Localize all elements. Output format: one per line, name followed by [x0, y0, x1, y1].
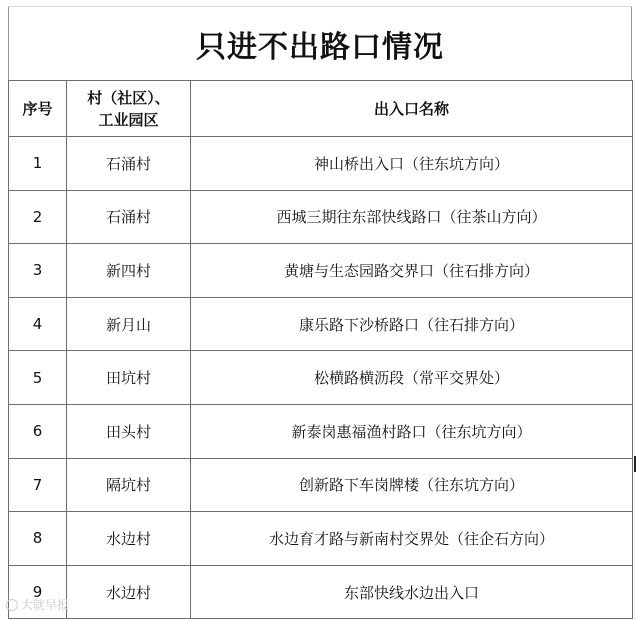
table-row [9, 351, 633, 405]
row-village: 田坑村 [67, 351, 191, 405]
table-row [9, 137, 633, 191]
document-sheet [8, 6, 632, 614]
intersection-table [8, 80, 633, 619]
row-index: 5 [9, 351, 67, 405]
text-cursor-icon [634, 456, 636, 472]
row-index: 1 [9, 137, 67, 191]
watermark-logo-icon [6, 599, 18, 611]
row-village: 石涌村 [67, 137, 191, 191]
header-village [67, 81, 191, 137]
header-village-line2: 工业园区 [98, 110, 159, 129]
row-village: 隔坑村 [67, 458, 191, 512]
row-entrance: 创新路下车岗牌楼（往东坑方向） [191, 458, 633, 512]
row-entrance: 松横路横沥段（常平交界处） [191, 351, 633, 405]
row-entrance: 神山桥出入口（往东坑方向） [191, 137, 633, 191]
row-entrance: 黄塘与生态园路交界口（往石排方向） [191, 244, 633, 298]
header-entrance: 出入口名称 [191, 81, 633, 137]
row-index: 2 [9, 190, 67, 244]
page-title: 只进不出路口情况 [196, 29, 444, 65]
table-row [9, 190, 633, 244]
header-index: 序号 [9, 81, 67, 137]
table-row [9, 244, 633, 298]
table-row [9, 458, 633, 512]
watermark [6, 596, 69, 613]
row-village: 新四村 [67, 244, 191, 298]
row-index: 6 [9, 404, 67, 458]
row-village: 水边村 [67, 512, 191, 566]
row-index: 8 [9, 512, 67, 566]
row-entrance: 水边育才路与新南村交界处（往企石方向） [191, 512, 633, 566]
row-village: 石涌村 [67, 190, 191, 244]
title-row [8, 6, 632, 80]
watermark-text: 大就早报 [21, 598, 70, 612]
row-index: 4 [9, 297, 67, 351]
row-entrance: 康乐路下沙桥路口（往石排方向） [191, 297, 633, 351]
table-row [9, 512, 633, 566]
row-index: 3 [9, 244, 67, 298]
row-village: 新月山 [67, 297, 191, 351]
row-index: 7 [9, 458, 67, 512]
table-row [9, 297, 633, 351]
table-row [9, 565, 633, 619]
row-index: 9 [9, 565, 67, 619]
table-header-row [9, 81, 633, 137]
row-entrance: 新泰岗惠福渔村路口（往东坑方向） [191, 404, 633, 458]
row-village: 田头村 [67, 404, 191, 458]
table-row [9, 404, 633, 458]
header-village-line1: 村（社区）、 [87, 88, 170, 107]
row-entrance: 西城三期往东部快线路口（往茶山方向） [191, 190, 633, 244]
row-entrance: 东部快线水边出入口 [191, 565, 633, 619]
row-village: 水边村 [67, 565, 191, 619]
